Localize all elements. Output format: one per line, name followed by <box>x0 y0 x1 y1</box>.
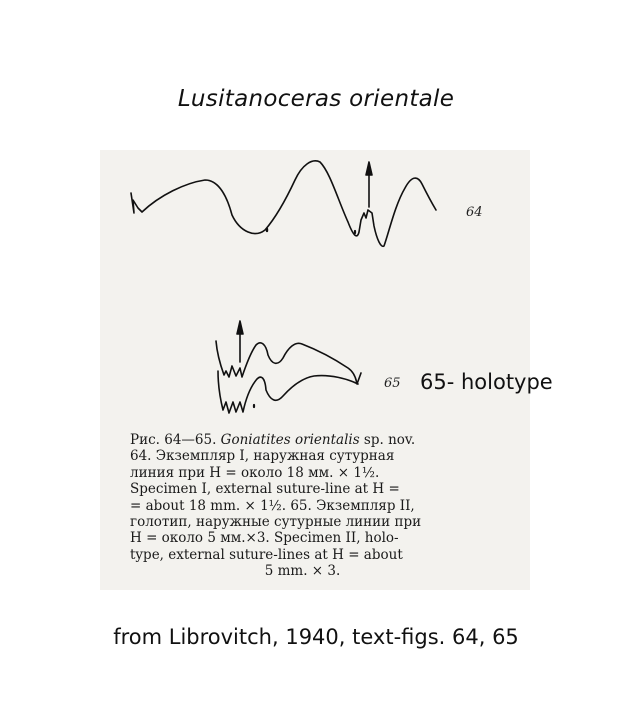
caption-line-9: 5 mm. × 3. <box>264 563 341 580</box>
fig65-label: 65 <box>384 376 401 391</box>
fig65-lower-suture <box>218 371 358 413</box>
holotype-note: 65- holotype <box>420 370 553 394</box>
caption-line-8: type, external suture-lines at H = about <box>130 546 403 563</box>
caption-line-4: Specimen I, external suture-line at H = <box>130 481 400 498</box>
caption-line-2: 64. Экземпляр I, наружная сутурная <box>130 448 395 465</box>
caption-fig-ref: Рис. 64—65. <box>130 432 221 448</box>
caption-species-name: Goniatites orientalis <box>220 432 360 448</box>
fig64-suture-line <box>131 161 436 246</box>
fig64-label: 64 <box>466 205 483 220</box>
caption-line-6: голотип, наружные сутурные линии при <box>130 514 422 531</box>
fig64-arrow <box>366 162 372 207</box>
caption-line-7: H = около 5 мм.×3. Specimen II, holo- <box>130 530 399 547</box>
figure-caption <box>130 432 475 580</box>
fig65-arrow <box>237 321 243 362</box>
source-credit: from Librovitch, 1940, text-figs. 64, 65 <box>113 625 519 649</box>
caption-line-3: линия при H = около 18 мм. × 1½. <box>130 464 380 481</box>
caption-sp-nov: sp. nov. <box>359 432 416 448</box>
caption-line-5: = about 18 mm. × 1½. 65. Экземпляр II, <box>130 497 415 514</box>
caption-line-1 <box>130 432 475 448</box>
figure-title: Lusitanoceras orientale <box>177 86 455 112</box>
